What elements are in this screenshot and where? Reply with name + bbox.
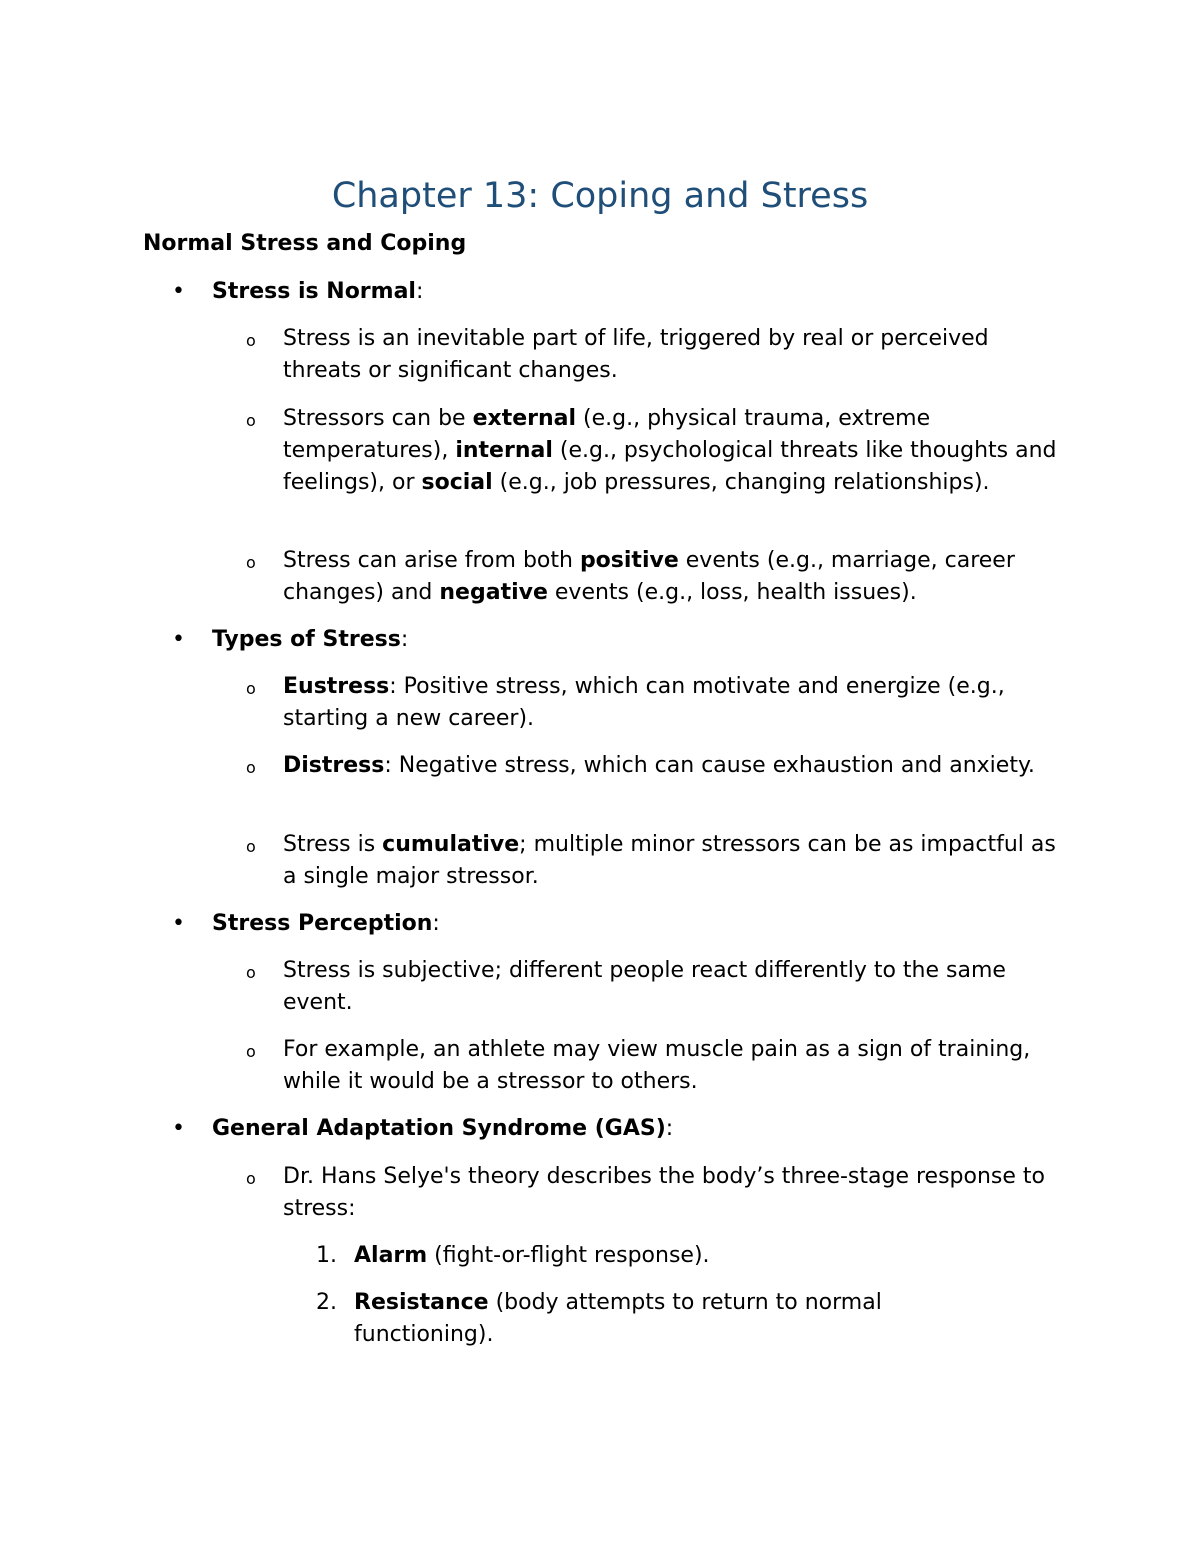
page-title: Chapter 13: Coping and Stress <box>331 176 869 216</box>
bullet-label: Types of Stress <box>212 627 401 652</box>
document-page: Chapter 13: Coping and Stress Normal Stress and Coping • Stress is Normal: o Stress is an inevitable part of life, triggered by real or perceived threats or significant changes. o Stressors can be external (e.g., physical trauma, extreme temperatures), internal (e.g., psychological threats like thoughts and feelings), or social (e.g., job pressures, changing relationships). o Stress can arise from both positive events (e.g., marriage, career changes) and negative events (e.g., loss, health issues). • Types of Stress: o Eustress: Positive stress, which can motivate and energize (e.g., starting a new career). o Distress: Negative stress, which can cause exhaustion and anxiety. o Stress is cumulative; multiple minor stressors can be as impactful as a single major stressor. • Stress Perception: o Stress is subjective; different people react differently to the same event. o For example, an athlete may view muscle pain as a sign of training, while it would be a stressor to others. • General Adaptation Syndrome (GAS): o Dr. Hans Selye's theory describes the body’s three-stage response to stress: 1. Alarm (fight-or-flight response). 2. Resistance (body attempts to return to normal functioning). <box>0 0 1200 1553</box>
bullet-icon: • <box>172 627 185 652</box>
sub-bullet-icon: o <box>246 837 256 856</box>
bullet-label: General Adaptation Syndrome (GAS) <box>212 1116 666 1141</box>
sub-bullet-icon: o <box>246 963 256 982</box>
sub-bullet-icon: o <box>246 553 256 572</box>
list-number: 1. <box>316 1243 337 1268</box>
bullet-icon: • <box>172 1116 185 1141</box>
bullet-icon: • <box>172 279 185 304</box>
section-heading: Normal Stress and Coping <box>143 231 467 256</box>
sub-bullet-icon: o <box>246 1042 256 1061</box>
bullet-label: Stress Perception <box>212 911 433 936</box>
bullet-icon: • <box>172 911 185 936</box>
sub-bullet-icon: o <box>246 679 256 698</box>
bullet-label: Stress is Normal <box>212 279 416 304</box>
sub-bullet-icon: o <box>246 331 256 350</box>
list-number: 2. <box>316 1290 337 1315</box>
sub-bullet-icon: o <box>246 758 256 777</box>
sub-bullet-icon: o <box>246 1169 256 1188</box>
sub-bullet-icon: o <box>246 411 256 430</box>
